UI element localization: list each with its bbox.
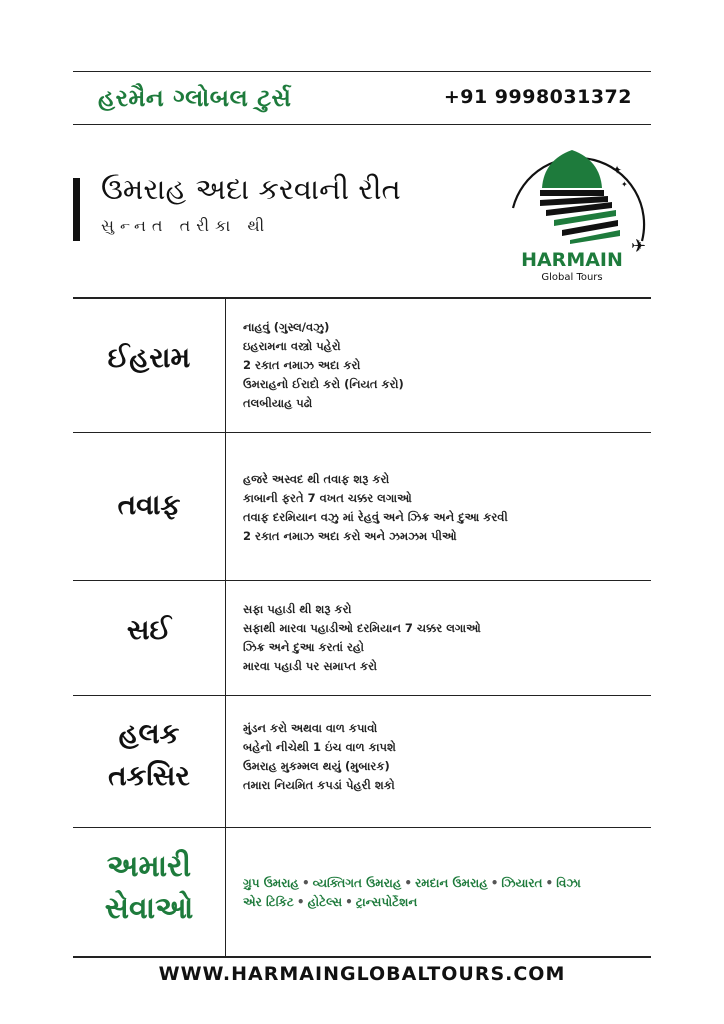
step-item: 2 રકાત નમાઝ અદા કરો અને ઝમઝમ પીઓ [243, 529, 457, 543]
section-steps-sai [243, 600, 481, 676]
sparkle-icon: ✦ [621, 180, 628, 189]
dome-icon [542, 150, 602, 188]
service-item: ટ્રાન્સપોર્ટેશન [355, 895, 418, 909]
separator: • [404, 876, 413, 890]
section-label-sai [73, 613, 225, 647]
section-label-text: તવાફ [117, 488, 181, 521]
separator: • [301, 876, 310, 890]
table-bottom-rule [73, 956, 651, 958]
services-line-1 [243, 874, 581, 893]
section-label-text: હલક [118, 717, 180, 750]
building-icon [540, 190, 604, 196]
step-item: તમારા નિયમિત કપડાં પેહરી શકો [243, 778, 395, 792]
column-divider [225, 298, 226, 956]
row-divider [73, 827, 651, 828]
website-url[interactable]: WWW.HARMAINGLOBALTOURS.COM [158, 963, 566, 985]
service-item: ગ્રુપ ઉમરાહ [243, 876, 299, 890]
section-label-halq-taqsir [73, 713, 225, 797]
step-item: તવાફ દરમિયાન વઝુ માં રેહવું અને ઝિક્ર અને દુઆ કરવી [243, 510, 508, 524]
page-subtitle: સુન્નત તરીકા થી [101, 216, 271, 235]
section-label-text: તકસિર [108, 759, 190, 792]
step-item: મારવા પહાડી પર સમાપ્ત કરો [243, 659, 377, 673]
step-item: સફા પહાડી થી શરૂ કરો [243, 602, 352, 616]
service-item: રમદાન ઉમરાહ [415, 876, 488, 890]
services-list [243, 874, 581, 912]
section-steps-tawaf [243, 470, 508, 546]
brand-name: હરમૈન ગ્લોબલ ટુર્સ [98, 84, 292, 112]
step-item: સફાથી મારવા પહાડીઓ દરમિયાન 7 ચક્કર લગાઓ [243, 621, 481, 635]
logo-graphic [504, 138, 664, 284]
service-item: એર ટિકિટ [243, 895, 294, 909]
step-item: હજરે અસ્વદ થી તવાફ શરૂ કરો [243, 472, 390, 486]
section-label-ihram [73, 341, 225, 375]
separator: • [545, 876, 554, 890]
title-accent-bar [73, 178, 80, 241]
logo-name: HARMAIN [521, 249, 623, 271]
step-item: નાહવું (ગુસ્લ/વઝુ) [243, 320, 330, 334]
services-label-text: સેવાઓ [104, 891, 194, 926]
step-item: ઝિક્ર અને દુઆ કરતાં રહો [243, 640, 364, 654]
separator: • [345, 895, 353, 909]
row-divider [73, 432, 651, 433]
section-label-text: સઈ [126, 613, 172, 646]
step-item: ઉમરાહનો ઈરાદો કરો (નિયત કરો) [243, 377, 404, 391]
row-divider [73, 580, 651, 581]
services-line-2 [243, 893, 581, 912]
section-steps-halq-taqsir [243, 719, 396, 795]
page-title: ઉમરાહ અદા કરવાની રીત [101, 172, 401, 206]
service-item: વ્યક્તિગત ઉમરાહ [312, 876, 402, 890]
section-label-tawaf [73, 488, 225, 522]
header-top-rule [73, 71, 651, 72]
service-item: હોટેલ્સ [307, 895, 343, 909]
step-item: 2 રકાત નમાઝ અદા કરો [243, 358, 361, 372]
section-label-services [73, 846, 225, 930]
separator: • [490, 876, 499, 890]
step-item: તલબીયાહ પઢો [243, 396, 313, 410]
step-item: મુંડન કરો અથવા વાળ કપાવો [243, 721, 378, 735]
section-steps-ihram [243, 318, 404, 413]
logo-tagline: Global Tours [541, 272, 603, 283]
phone-number: +91 9998031372 [443, 86, 632, 108]
table-top-rule [73, 297, 651, 299]
sparkle-icon: ✦ [612, 163, 623, 177]
separator: • [296, 895, 305, 909]
row-divider [73, 695, 651, 696]
header-bottom-rule [73, 124, 651, 125]
airplane-icon: ✈ [631, 236, 647, 257]
step-item: કાબાની ફરતે 7 વખત ચક્કર લગાઓ [243, 491, 412, 505]
step-item: ઇહરામના વસ્ત્રો પહેરો [243, 339, 341, 353]
service-item: વિઝા [556, 876, 581, 890]
services-label-text: અમારી [106, 849, 192, 884]
step-item: બહેનો નીચેથી 1 ઇંચ વાળ કાપશે [243, 740, 396, 754]
service-item: ઝિયારત [501, 876, 543, 890]
harmain-logo [504, 138, 664, 284]
step-item: ઉમરાહ મુકમ્મલ થયું (મુબારક) [243, 759, 390, 773]
section-label-text: ઈહરામ [107, 341, 191, 374]
